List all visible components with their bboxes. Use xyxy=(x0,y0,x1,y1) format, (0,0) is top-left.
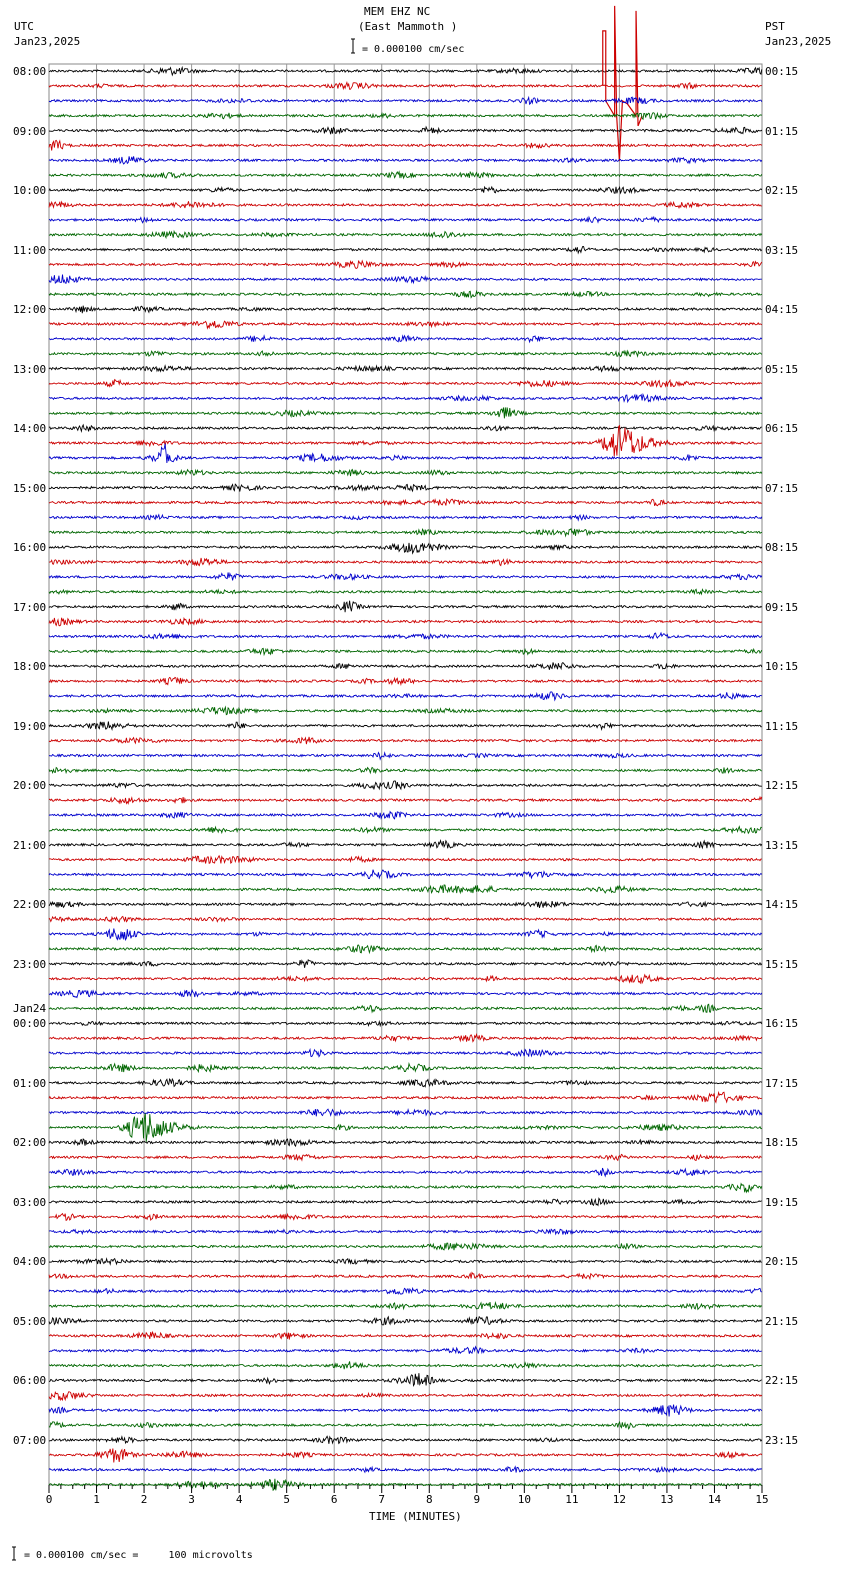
seismic-trace xyxy=(49,68,762,76)
seismic-trace xyxy=(49,1422,762,1429)
utc-hour-label: 03:00 xyxy=(13,1195,47,1209)
seismic-trace xyxy=(49,395,762,402)
seismic-trace xyxy=(49,83,762,90)
utc-hour-label: 11:00 xyxy=(13,243,47,257)
seismic-trace xyxy=(49,366,762,372)
pst-hour-label: 13:15 xyxy=(765,838,799,852)
seismic-trace xyxy=(49,737,762,744)
seismic-trace xyxy=(49,425,762,432)
seismic-trace xyxy=(49,407,762,418)
seismic-trace xyxy=(49,1184,762,1193)
pst-hour-label: 07:15 xyxy=(765,481,799,495)
seismic-trace xyxy=(49,187,762,194)
seismic-trace xyxy=(49,1347,762,1354)
pst-hour-label: 20:15 xyxy=(765,1255,799,1269)
seismic-trace xyxy=(49,1092,762,1102)
utc-hour-label: 09:00 xyxy=(13,124,47,138)
seismic-trace xyxy=(49,812,762,819)
utc-hour-label: 08:00 xyxy=(13,65,47,78)
utc-hour-label: 21:00 xyxy=(13,838,47,852)
seismic-trace xyxy=(49,781,762,789)
pst-hour-label: 17:15 xyxy=(765,1076,799,1090)
seismic-trace xyxy=(49,797,762,804)
pst-hour-label: 18:15 xyxy=(765,1136,799,1150)
pst-hour-label: 12:15 xyxy=(765,779,799,793)
seismic-trace xyxy=(49,247,762,253)
seismic-trace xyxy=(49,827,762,834)
x-tick-label: 15 xyxy=(755,1493,769,1506)
utc-hour-label: 19:00 xyxy=(13,719,47,733)
x-tick-label: 12 xyxy=(612,1493,627,1506)
x-tick-label: 2 xyxy=(140,1493,148,1506)
seismic-trace xyxy=(49,677,762,684)
seismic-trace xyxy=(49,1035,762,1042)
seismic-trace xyxy=(49,618,762,626)
seismic-trace xyxy=(49,321,762,328)
seismic-trace xyxy=(49,1361,762,1369)
pst-hour-label: 21:15 xyxy=(765,1314,799,1328)
utc-hour-label: 00:00 xyxy=(13,1017,47,1031)
seismic-trace xyxy=(49,127,762,134)
utc-zone-label: UTC xyxy=(14,20,34,33)
utc-hour-label: 13:00 xyxy=(13,362,47,376)
utc-hour-label: 06:00 xyxy=(13,1374,47,1388)
pst-hour-label: 00:15 xyxy=(765,65,799,78)
seismic-trace xyxy=(49,1079,762,1087)
station-location: (East Mammoth ) xyxy=(358,20,458,33)
seismic-trace xyxy=(49,291,762,297)
pst-hour-label: 01:15 xyxy=(765,124,799,138)
utc-hour-label: 10:00 xyxy=(13,184,47,198)
seismic-trace xyxy=(49,975,762,983)
seismic-trace xyxy=(49,1405,762,1417)
utc-hour-label: 05:00 xyxy=(13,1314,47,1328)
x-tick-label: 13 xyxy=(660,1493,674,1506)
seismic-trace xyxy=(49,156,762,164)
utc-hour-label: 01:00 xyxy=(13,1076,47,1090)
utc-date-change-label: Jan24 xyxy=(13,1002,47,1016)
seismic-trace xyxy=(49,722,762,730)
seismic-trace xyxy=(49,336,762,342)
seismic-trace xyxy=(49,1198,762,1205)
seismic-trace xyxy=(49,1436,762,1444)
utc-hour-label: 16:00 xyxy=(13,541,47,555)
seismic-trace xyxy=(49,484,762,491)
seismic-trace xyxy=(49,960,762,968)
x-axis-title: TIME (MINUTES) xyxy=(369,1510,462,1523)
seismic-trace xyxy=(49,426,762,457)
seismic-trace xyxy=(49,929,762,940)
pst-hour-label: 19:15 xyxy=(765,1195,799,1209)
seismic-trace xyxy=(49,707,762,714)
utc-date-label: Jan23,2025 xyxy=(14,35,81,48)
seismic-trace xyxy=(49,633,762,639)
x-tick-label: 11 xyxy=(565,1493,579,1506)
seismic-trace xyxy=(49,870,762,879)
utc-hour-label: 23:00 xyxy=(13,957,47,971)
pst-hour-label: 14:15 xyxy=(765,898,799,912)
seismic-trace xyxy=(49,1154,762,1160)
scale-label: = 0.000100 cm/sec xyxy=(362,44,465,55)
seismic-trace xyxy=(49,1449,762,1463)
pst-hour-label: 09:15 xyxy=(765,600,799,614)
x-tick-label: 8 xyxy=(425,1493,433,1506)
utc-hour-label: 22:00 xyxy=(13,898,47,912)
pst-hour-label: 23:15 xyxy=(765,1433,799,1447)
utc-hour-label: 17:00 xyxy=(13,600,47,614)
seismic-trace xyxy=(49,499,762,506)
x-tick-label: 6 xyxy=(330,1493,338,1506)
utc-hour-label: 18:00 xyxy=(13,660,47,674)
seismic-trace xyxy=(49,113,762,120)
seismic-trace xyxy=(49,217,762,223)
seismic-trace xyxy=(49,692,762,700)
x-tick-label: 1 xyxy=(93,1493,100,1506)
x-tick-label: 9 xyxy=(473,1493,481,1506)
x-tick-label: 7 xyxy=(378,1493,386,1506)
seismic-trace xyxy=(49,1004,762,1012)
x-tick-label: 5 xyxy=(283,1493,290,1506)
seismic-trace xyxy=(49,515,762,520)
pst-hour-label: 03:15 xyxy=(765,243,799,257)
seismic-trace xyxy=(49,231,762,237)
seismic-trace xyxy=(49,1229,762,1234)
pst-hour-label: 06:15 xyxy=(765,422,799,436)
seismic-trace xyxy=(49,1259,762,1265)
seismic-trace xyxy=(49,201,762,208)
seismic-trace xyxy=(49,841,762,849)
seismic-trace xyxy=(49,856,762,864)
seismic-trace xyxy=(49,1021,762,1025)
seismic-trace xyxy=(49,1288,762,1294)
seismic-trace xyxy=(49,601,762,613)
seismic-trace xyxy=(49,558,762,566)
seismic-trace xyxy=(49,261,762,269)
pst-date-label: Jan23,2025 xyxy=(765,35,832,48)
utc-hour-label: 07:00 xyxy=(13,1433,47,1447)
utc-hour-label: 02:00 xyxy=(13,1136,47,1150)
seismic-trace xyxy=(49,1049,762,1056)
seismic-trace xyxy=(49,543,762,553)
pst-hour-label: 05:15 xyxy=(765,362,799,376)
seismic-traces xyxy=(49,6,762,1490)
seismic-trace xyxy=(49,990,762,997)
seismic-trace xyxy=(49,1302,762,1309)
utc-hour-label: 12:00 xyxy=(13,303,47,317)
plot-frame xyxy=(49,64,762,1485)
seismic-trace xyxy=(49,589,762,594)
signal-pulses xyxy=(603,6,642,161)
pst-hour-label: 11:15 xyxy=(765,719,799,733)
pst-hour-label: 16:15 xyxy=(765,1017,799,1031)
seismic-trace xyxy=(49,444,762,463)
x-tick-label: 0 xyxy=(45,1493,53,1506)
pst-zone-label: PST xyxy=(765,20,785,33)
seismic-trace xyxy=(49,1214,762,1221)
seismic-trace xyxy=(49,351,762,357)
seismic-trace xyxy=(49,1139,762,1146)
seismic-trace xyxy=(49,1373,762,1385)
station-title: MEM EHZ NC xyxy=(364,5,431,18)
pst-hour-label: 02:15 xyxy=(765,184,799,198)
pst-hour-label: 08:15 xyxy=(765,541,799,555)
seismic-trace xyxy=(49,470,762,477)
utc-hour-label: 20:00 xyxy=(13,779,47,793)
seismic-trace xyxy=(49,306,762,314)
seismic-trace xyxy=(49,648,762,654)
seismic-trace xyxy=(49,1168,762,1176)
seismic-trace xyxy=(49,768,762,774)
seismic-trace xyxy=(49,1109,762,1116)
seismic-trace xyxy=(49,1113,762,1142)
x-tick-label: 3 xyxy=(188,1493,195,1506)
footer-scale-label: = 0.000100 cm/sec = 100 microvolts xyxy=(24,1550,253,1561)
pst-hour-label: 22:15 xyxy=(765,1374,799,1388)
seismic-trace xyxy=(49,1243,762,1250)
seismic-trace xyxy=(49,1392,762,1400)
utc-hour-label: 15:00 xyxy=(13,481,47,495)
seismic-trace xyxy=(49,1273,762,1279)
seismic-trace xyxy=(49,1332,762,1340)
x-tick-label: 14 xyxy=(707,1493,722,1506)
seismic-trace xyxy=(49,1467,762,1473)
time-axis xyxy=(46,1485,769,1506)
seismic-trace xyxy=(49,945,762,953)
seismic-trace xyxy=(49,380,762,388)
seismic-trace xyxy=(49,917,762,922)
x-tick-label: 10 xyxy=(517,1493,531,1506)
seismic-trace xyxy=(49,1317,762,1325)
seismic-trace xyxy=(49,885,762,893)
seismic-trace xyxy=(49,529,762,536)
x-tick-label: 4 xyxy=(235,1493,243,1506)
seismic-trace xyxy=(49,573,762,581)
pst-hour-label: 04:15 xyxy=(765,303,799,317)
seismic-trace xyxy=(49,172,762,178)
seismic-trace xyxy=(49,97,762,104)
seismic-trace xyxy=(49,140,762,150)
utc-hour-label: 14:00 xyxy=(13,422,47,436)
seismic-trace xyxy=(49,275,762,284)
seismic-trace xyxy=(49,1064,762,1072)
utc-hour-label: 04:00 xyxy=(13,1255,47,1269)
seismic-trace xyxy=(49,753,762,760)
seismic-trace xyxy=(49,901,762,908)
pst-hour-label: 10:15 xyxy=(765,660,799,674)
pst-hour-label: 15:15 xyxy=(765,957,799,971)
time-gridlines xyxy=(49,64,762,1485)
seismic-trace xyxy=(49,662,762,669)
